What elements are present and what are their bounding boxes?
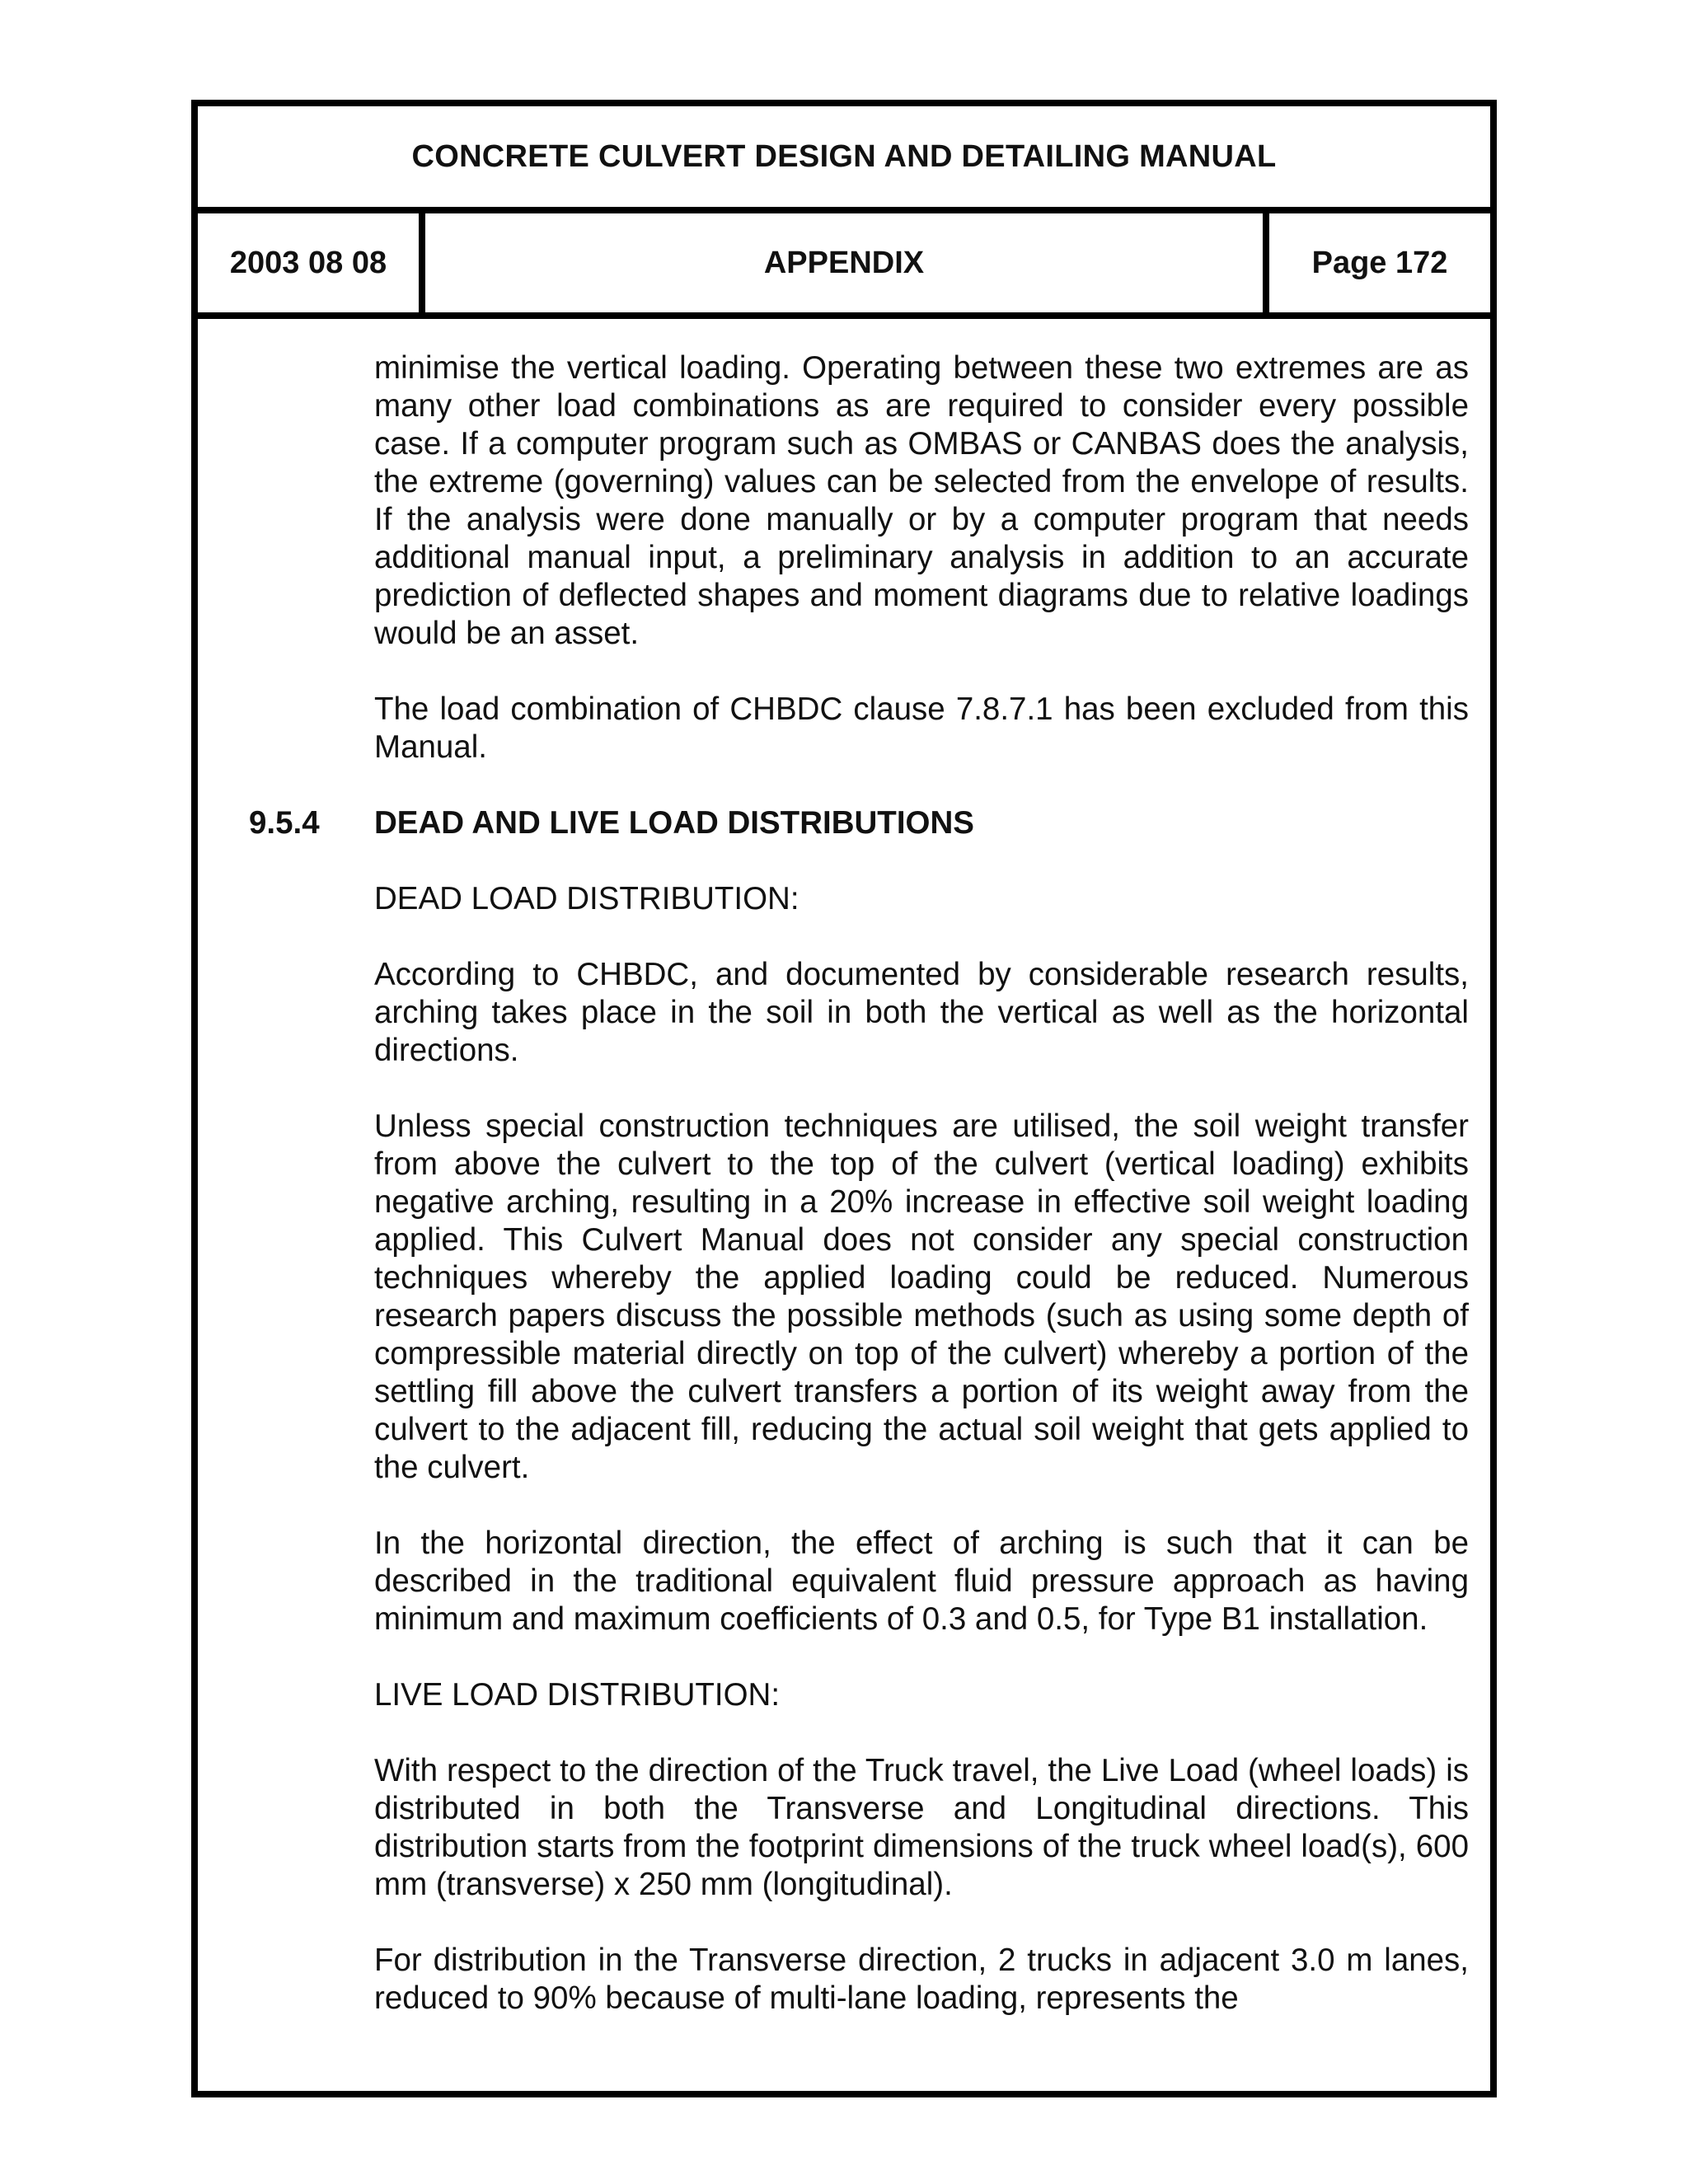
paragraph-chbdc-clause: The load combination of CHBDC clause 7.8.7.1 has been excluded from this Manual. [374,691,1469,765]
header-page-number: Page 172 [1311,245,1448,280]
header-section: APPENDIX [425,213,1269,312]
dead-load-subheading: DEAD LOAD DISTRIBUTION: [374,881,799,916]
section-number: 9.5.4 [249,805,320,841]
header-date: 2003 08 08 [198,213,425,312]
page-content [249,349,1469,2055]
paragraph-vertical-loading: Unless special construction techniques are utilised, the soil weight transfer from above the culvert to the top of the culvert (vertical loading) exhibits negative arching, resulting in a 20% increase in effective soil weight loading applied. This Culvert Manual does not consider any special construction techniques whereby the applied loading could be reduced. Numerous research papers discuss the possible methods (such as using some depth of compressible material directly on top of the culvert) whereby a portion of the settling fill above the culvert transfers a portion of its weight away from the culvert to the adjacent fill, reducing the actual soil weight that gets applied to the culvert. [374,1108,1469,1485]
paragraph-transverse-distribution: For distribution in the Transverse direction, 2 trucks in adjacent 3.0 m lanes, reduced to 90% because of multi-lane loading, represents the [374,1943,1469,2016]
paragraph-horizontal-direction: In the horizontal direction, the effect of arching is such that it can be described in the traditional equivalent fluid pressure approach as having minimum and maximum coefficients of 0.3 and 0.5, for Type B1 installation. [374,1526,1469,1637]
section-heading [249,804,1469,842]
paragraph-truck-travel: With respect to the direction of the Truck travel, the Live Load (wheel loads) is distributed in both the Transverse and Longitudinal directions. This distribution starts from the footprint dimensions of the truck wheel load(s), 600 mm (transverse) x 250 mm (longitudinal). [374,1753,1469,1902]
paragraph-load-combinations: minimise the vertical loading. Operating between these two extremes are as many other load combinations as are required to consider every possible case. If a computer program such as OMBAS or CANBAS does the analysis, the extreme (governing) values can be selected from the envelope of results. If the analysis were done manually or by a computer program that needs additional manual input, a preliminary analysis in addition to an accurate prediction of deflected shapes and moment diagrams due to relative loadings would be an asset. [374,350,1469,651]
manual-title: CONCRETE CULVERT DESIGN AND DETAILING MANUAL [198,106,1490,213]
section-title: DEAD AND LIVE LOAD DISTRIBUTIONS [374,805,974,841]
header-info-row [198,213,1490,319]
live-load-subheading: LIVE LOAD DISTRIBUTION: [374,1677,781,1713]
paragraph-arching: According to CHBDC, and documented by considerable research results, arching takes place in the soil in both the vertical as well as the horizontal directions. [374,957,1469,1068]
